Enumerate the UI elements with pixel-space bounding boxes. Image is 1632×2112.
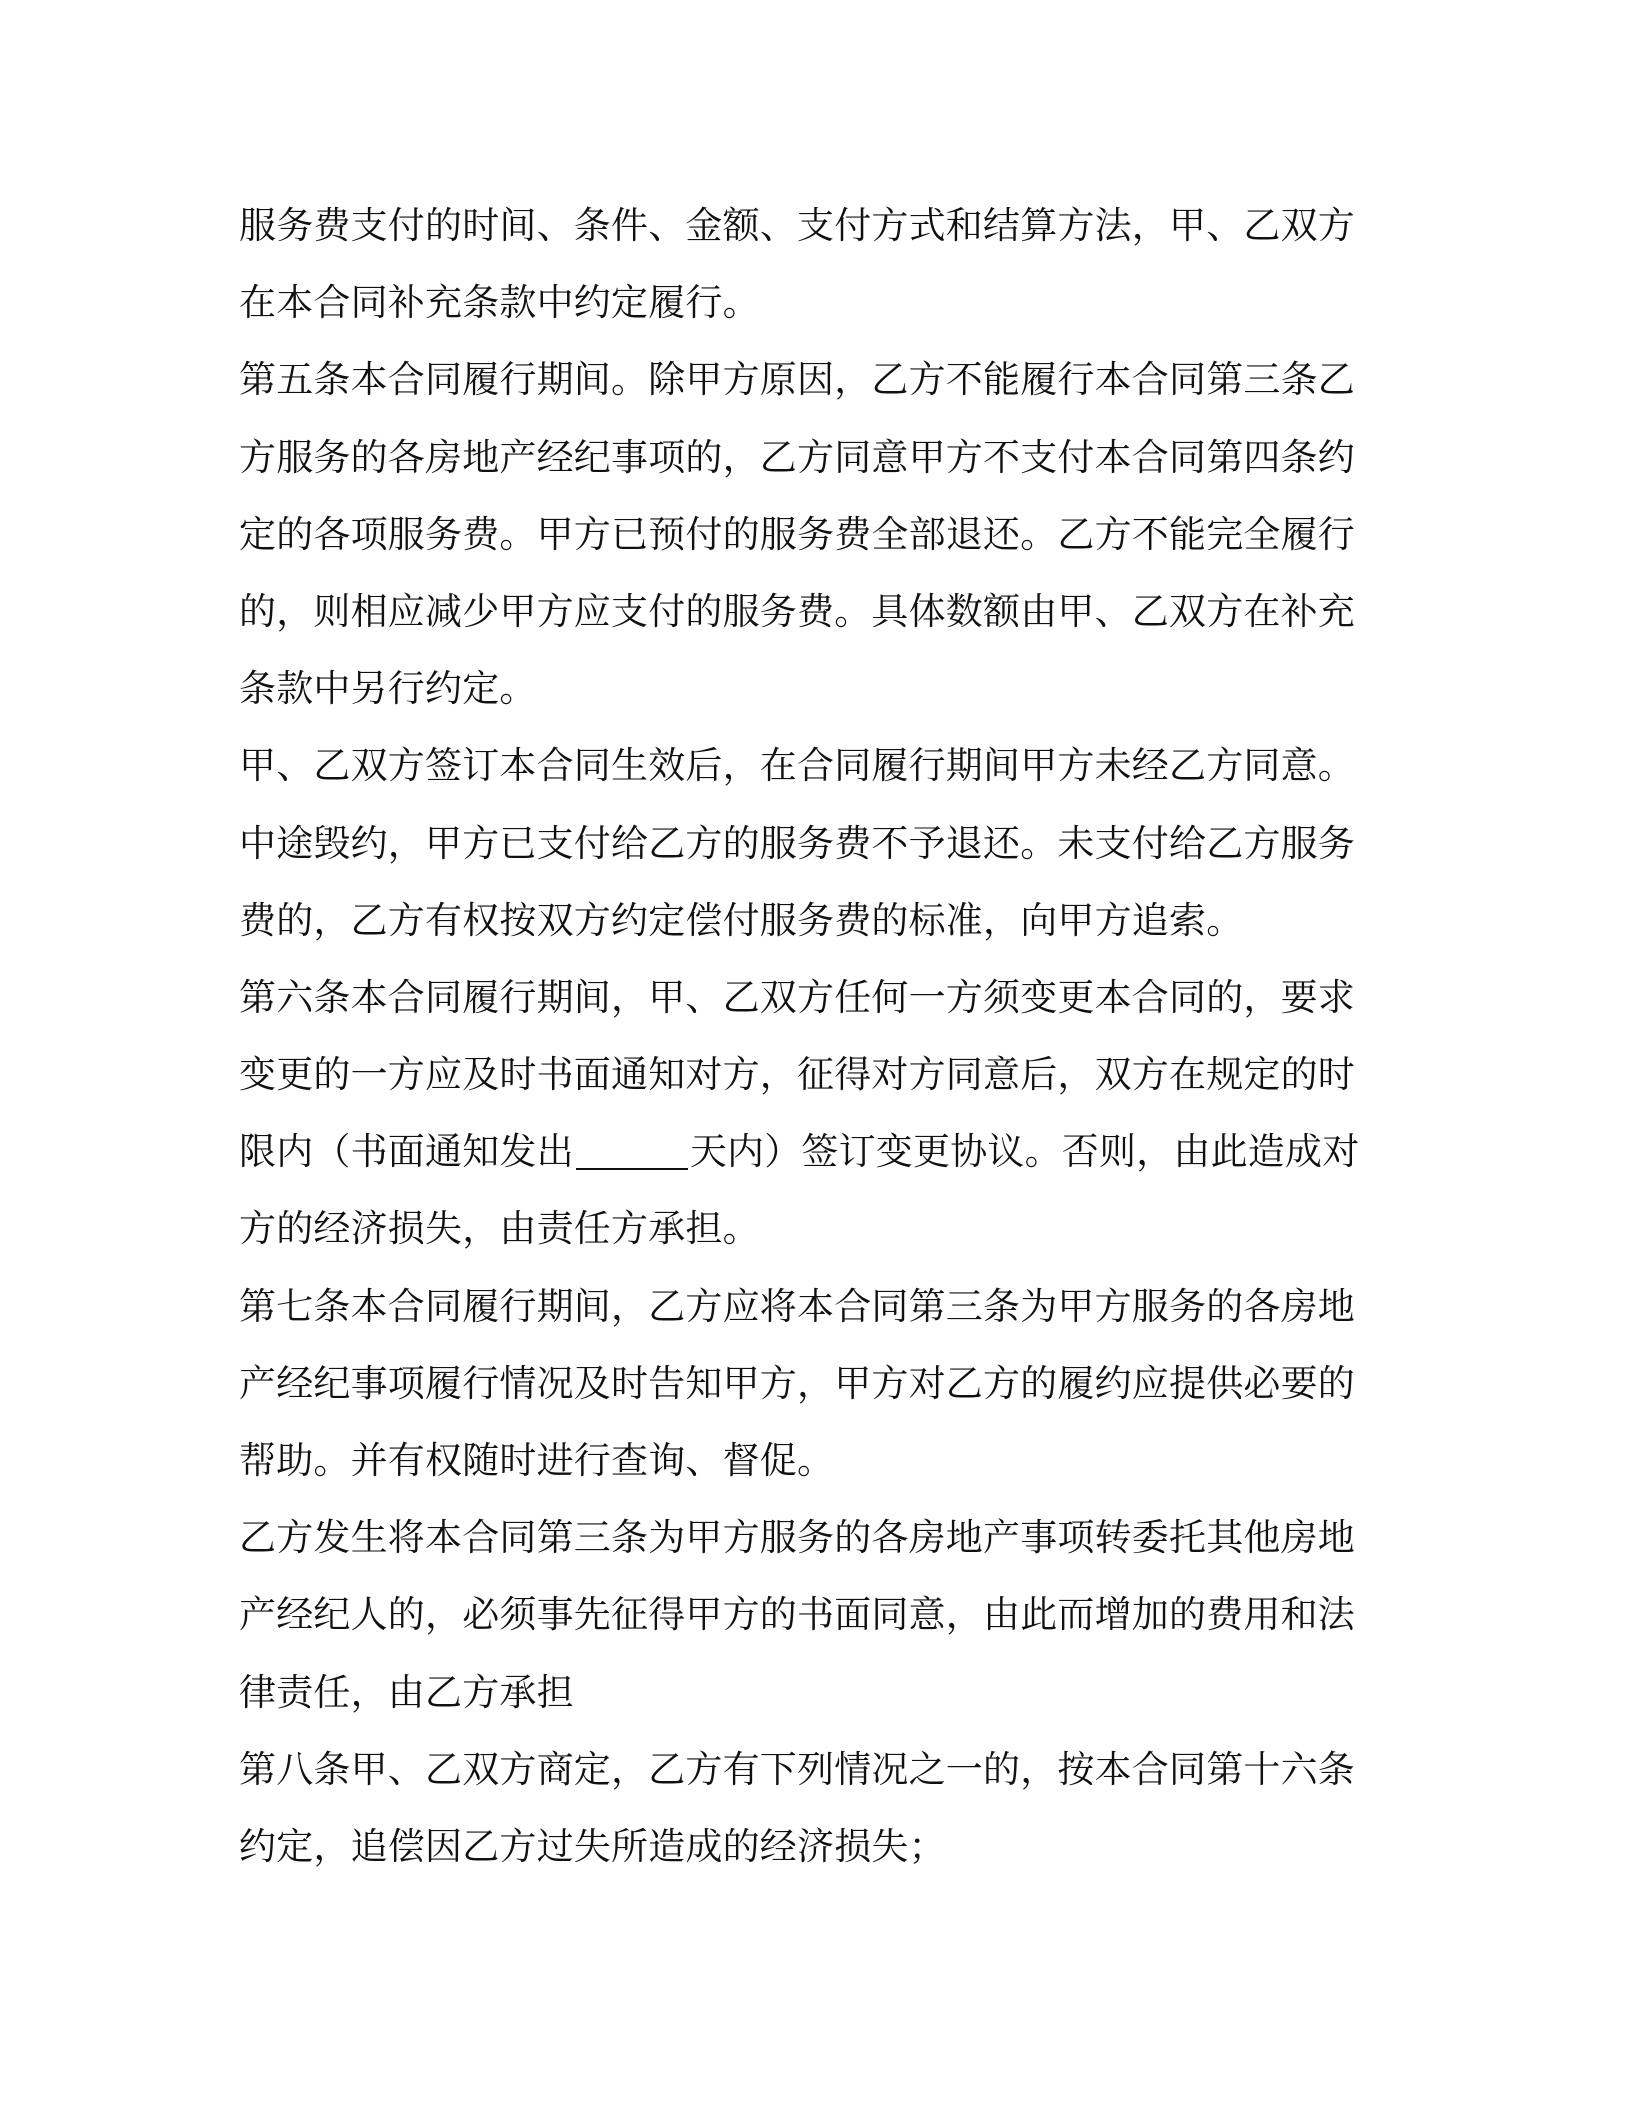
text-line: 服务费支付的时间、条件、金额、支付方式和结算方法，甲、乙双方 [239, 204, 1355, 247]
text-line: 第七条本合同履行期间，乙方应将本合同第三条为甲方服务的各房地 [239, 1284, 1355, 1328]
text-line-with-blank [239, 1113, 1369, 1190]
text-line: 中途毁约，甲方已支付给乙方的服务费不予退还。未支付给乙方服务 [239, 821, 1355, 865]
text-line: 的，则相应减少甲方应支付的服务费。具体数额由甲、乙双方在补充 [239, 589, 1355, 633]
text-line: 定的各项服务费。甲方已预付的服务费全部退还。乙方不能完全履行 [239, 512, 1355, 556]
fill-in-blank [576, 1168, 688, 1170]
text-line: 第八条甲、乙双方商定，乙方有下列情况之一的，按本合同第十六条 [239, 1747, 1355, 1791]
text-line: 方服务的各房地产经纪事项的，乙方同意甲方不支付本合同第四条约 [239, 435, 1355, 479]
text-line: 方的经济损失，由责任方承担。 [239, 1207, 760, 1251]
text-line: 甲、乙双方签订本合同生效后，在合同履行期间甲方未经乙方同意。 [239, 744, 1355, 788]
text-line: 产经纪人的，必须事先征得甲方的书面同意，由此而增加的费用和法 [239, 1593, 1355, 1637]
text-line: 乙方发生将本合同第三条为甲方服务的各房地产事项转委托其他房地 [239, 1516, 1355, 1560]
document-body [239, 187, 1369, 1885]
text-line: 约定，追偿因乙方过失所造成的经济损失； [239, 1824, 946, 1868]
text-line: 在本合同补充条款中约定履行。 [239, 281, 760, 325]
text-line: 费的，乙方有权按双方约定偿付服务费的标准，向甲方追索。 [239, 898, 1244, 942]
text-line: 变更的一方应及时书面通知对方，征得对方同意后，双方在规定的时 [239, 1053, 1355, 1097]
text-segment: 天内）签订变更协议。否则，由此造成对 [689, 1130, 1360, 1174]
text-segment: 限内（书面通知发出 [239, 1130, 574, 1174]
text-line: 产经纪事项履行情况及时告知甲方，甲方对乙方的履约应提供必要的 [239, 1361, 1355, 1405]
text-line: 第六条本合同履行期间，甲、乙双方任何一方须变更本合同的，要求 [239, 975, 1355, 1019]
text-line: 律责任，由乙方承担 [239, 1670, 574, 1714]
text-line: 条款中另行约定。 [239, 667, 537, 711]
text-line: 帮助。并有权随时进行查询、督促。 [239, 1439, 835, 1482]
text-line: 第五条本合同履行期间。除甲方原因，乙方不能履行本合同第三条乙 [239, 358, 1355, 402]
